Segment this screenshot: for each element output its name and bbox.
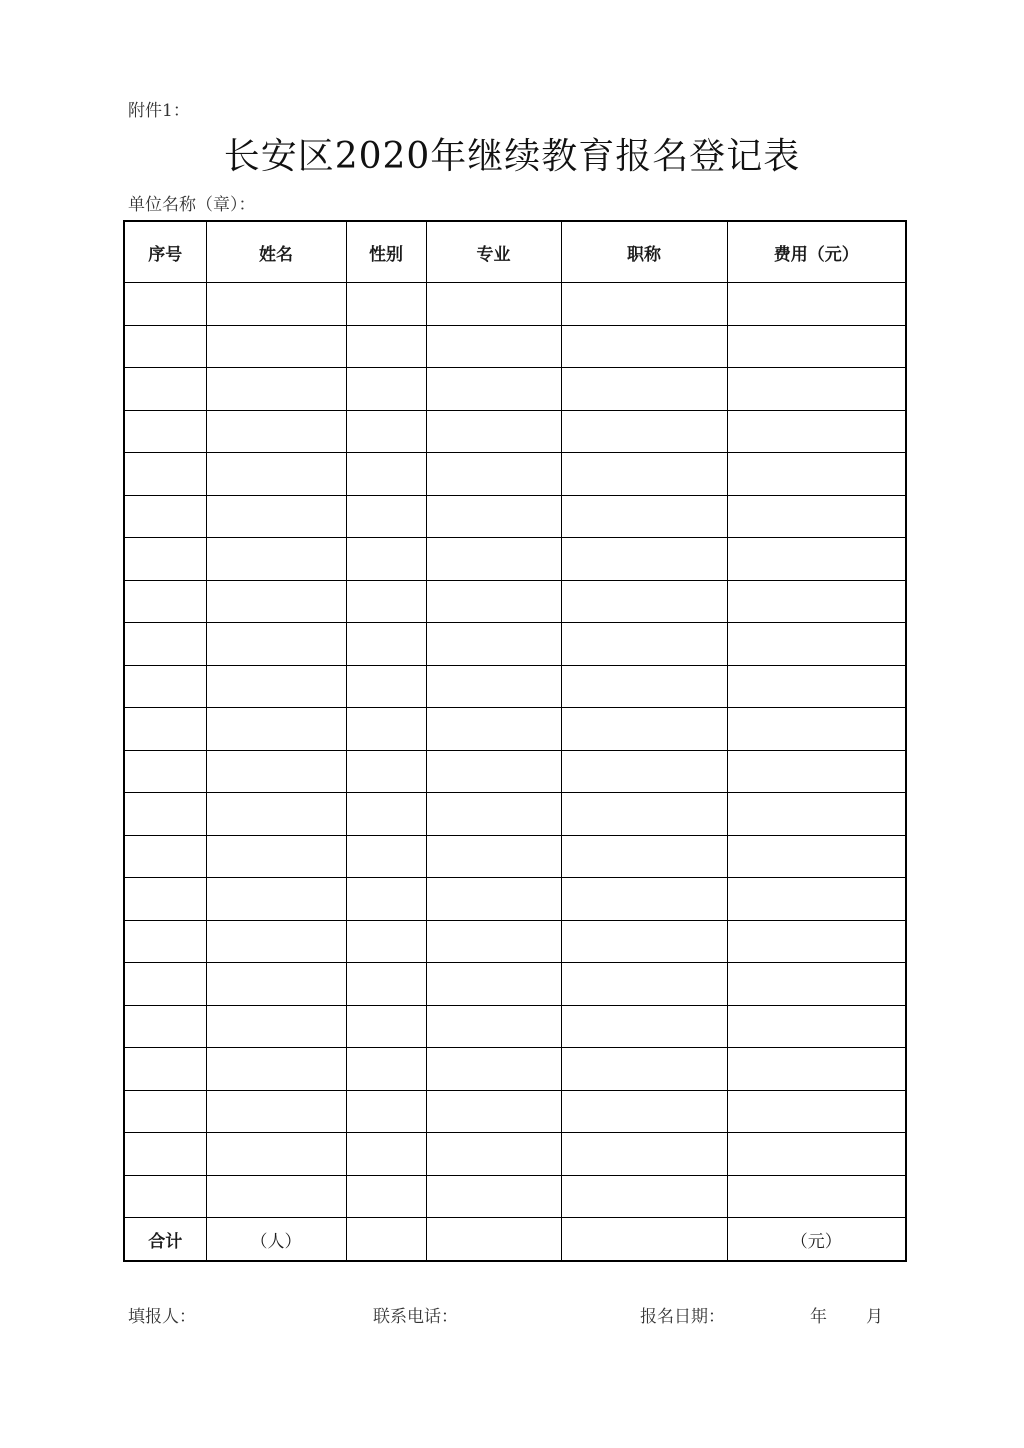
cell-name[interactable] (206, 1005, 346, 1048)
cell-serial[interactable] (124, 368, 206, 411)
phone-label: 联系电话： (373, 1307, 458, 1327)
cell-major[interactable] (426, 368, 561, 411)
cell-name[interactable] (206, 1048, 346, 1091)
table-row (124, 1005, 906, 1048)
cell-gender[interactable] (346, 538, 426, 581)
cell-fee[interactable] (727, 623, 906, 666)
cell-gender[interactable] (346, 325, 426, 368)
table-row (124, 1175, 906, 1218)
cell-name[interactable] (206, 963, 346, 1006)
cell-major[interactable] (426, 325, 561, 368)
cell-title[interactable] (561, 793, 727, 836)
cell-fee[interactable] (727, 580, 906, 623)
cell-name[interactable] (206, 1133, 346, 1176)
cell-major[interactable] (426, 835, 561, 878)
total-fee-unit[interactable]: （元） (727, 1218, 906, 1262)
cell-name[interactable] (206, 750, 346, 793)
cell-fee[interactable] (727, 878, 906, 921)
header-fee: 费用（元） (727, 221, 906, 283)
cell-gender[interactable] (346, 453, 426, 496)
cell-major[interactable] (426, 1005, 561, 1048)
cell-serial[interactable] (124, 495, 206, 538)
cell-major[interactable] (426, 793, 561, 836)
cell-fee[interactable] (727, 495, 906, 538)
cell-title[interactable] (561, 495, 727, 538)
cell-serial[interactable] (124, 920, 206, 963)
cell-name[interactable] (206, 878, 346, 921)
table-row (124, 410, 906, 453)
header-title: 职称 (561, 221, 727, 283)
cell-major[interactable] (426, 580, 561, 623)
table-header-row (124, 221, 906, 283)
table-body (124, 283, 906, 1262)
cell-serial[interactable] (124, 1005, 206, 1048)
cell-gender[interactable] (346, 495, 426, 538)
cell-gender[interactable] (346, 283, 426, 326)
cell-title[interactable] (561, 1175, 727, 1218)
header-name: 姓名 (206, 221, 346, 283)
cell-name[interactable] (206, 410, 346, 453)
cell-major[interactable] (426, 920, 561, 963)
table-row (124, 1133, 906, 1176)
total-label: 合计 (124, 1218, 206, 1262)
header-gender: 性别 (346, 221, 426, 283)
table-row (124, 368, 906, 411)
form-title: 长安区2020年继续教育报名登记表 (223, 136, 801, 177)
cell-gender[interactable] (346, 963, 426, 1006)
cell-gender[interactable] (346, 665, 426, 708)
cell-gender[interactable] (346, 623, 426, 666)
cell-fee[interactable] (727, 410, 906, 453)
cell-major[interactable] (426, 1133, 561, 1176)
cell-fee[interactable] (727, 1090, 906, 1133)
table-row (124, 878, 906, 921)
cell-fee[interactable] (727, 750, 906, 793)
cell-serial[interactable] (124, 580, 206, 623)
cell-title[interactable] (561, 368, 727, 411)
cell-gender[interactable] (346, 580, 426, 623)
cell-name[interactable] (206, 325, 346, 368)
cell-name[interactable] (206, 453, 346, 496)
cell-name[interactable] (206, 538, 346, 581)
cell-title[interactable] (561, 963, 727, 1006)
cell-name[interactable] (206, 623, 346, 666)
cell-serial[interactable] (124, 410, 206, 453)
total-gender-cell[interactable] (346, 1218, 426, 1262)
cell-serial[interactable] (124, 1048, 206, 1091)
cell-fee[interactable] (727, 325, 906, 368)
date-month-label: 月 (866, 1307, 883, 1327)
cell-fee[interactable] (727, 1048, 906, 1091)
cell-name[interactable] (206, 665, 346, 708)
cell-fee[interactable] (727, 368, 906, 411)
cell-major[interactable] (426, 538, 561, 581)
cell-name[interactable] (206, 368, 346, 411)
table-row (124, 708, 906, 751)
cell-name[interactable] (206, 283, 346, 326)
attachment-label: 附件1： (128, 101, 190, 121)
cell-major[interactable] (426, 878, 561, 921)
cell-name[interactable] (206, 793, 346, 836)
cell-gender[interactable] (346, 750, 426, 793)
cell-serial[interactable] (124, 793, 206, 836)
cell-fee[interactable] (727, 1005, 906, 1048)
cell-major[interactable] (426, 623, 561, 666)
cell-title[interactable] (561, 835, 727, 878)
table-row (124, 1090, 906, 1133)
table-row (124, 750, 906, 793)
cell-gender[interactable] (346, 1005, 426, 1048)
cell-serial[interactable] (124, 878, 206, 921)
cell-fee[interactable] (727, 708, 906, 751)
cell-serial[interactable] (124, 283, 206, 326)
filler-label: 填报人： (128, 1307, 196, 1327)
table-row (124, 538, 906, 581)
cell-name[interactable] (206, 580, 346, 623)
cell-major[interactable] (426, 495, 561, 538)
cell-fee[interactable] (727, 963, 906, 1006)
cell-major[interactable] (426, 410, 561, 453)
cell-title[interactable] (561, 665, 727, 708)
cell-serial[interactable] (124, 708, 206, 751)
total-row (124, 1218, 906, 1262)
table-row (124, 665, 906, 708)
cell-title[interactable] (561, 410, 727, 453)
cell-major[interactable] (426, 1175, 561, 1218)
cell-gender[interactable] (346, 1175, 426, 1218)
table-row (124, 793, 906, 836)
cell-name[interactable] (206, 708, 346, 751)
cell-fee[interactable] (727, 538, 906, 581)
cell-serial[interactable] (124, 835, 206, 878)
cell-serial[interactable] (124, 1090, 206, 1133)
table-row (124, 283, 906, 326)
cell-major[interactable] (426, 963, 561, 1006)
total-major-cell[interactable] (426, 1218, 561, 1262)
cell-gender[interactable] (346, 835, 426, 878)
cell-title[interactable] (561, 538, 727, 581)
cell-name[interactable] (206, 495, 346, 538)
cell-gender[interactable] (346, 708, 426, 751)
table-row (124, 1048, 906, 1091)
cell-major[interactable] (426, 750, 561, 793)
cell-gender[interactable] (346, 878, 426, 921)
cell-gender[interactable] (346, 793, 426, 836)
cell-title[interactable] (561, 920, 727, 963)
cell-serial[interactable] (124, 453, 206, 496)
cell-major[interactable] (426, 283, 561, 326)
cell-gender[interactable] (346, 1133, 426, 1176)
cell-title[interactable] (561, 1048, 727, 1091)
cell-major[interactable] (426, 1090, 561, 1133)
date-label: 报名日期： (640, 1307, 725, 1327)
cell-title[interactable] (561, 1133, 727, 1176)
cell-fee[interactable] (727, 793, 906, 836)
cell-serial[interactable] (124, 1175, 206, 1218)
table-row (124, 623, 906, 666)
cell-serial[interactable] (124, 963, 206, 1006)
cell-title[interactable] (561, 283, 727, 326)
unit-name-label: 单位名称（章）： (128, 195, 256, 215)
cell-fee[interactable] (727, 453, 906, 496)
cell-serial[interactable] (124, 325, 206, 368)
header-serial-number: 序号 (124, 221, 206, 283)
cell-major[interactable] (426, 665, 561, 708)
table-row (124, 325, 906, 368)
table-row (124, 920, 906, 963)
table-row (124, 835, 906, 878)
cell-title[interactable] (561, 325, 727, 368)
cell-name[interactable] (206, 1175, 346, 1218)
cell-name[interactable] (206, 920, 346, 963)
cell-fee[interactable] (727, 1133, 906, 1176)
cell-gender[interactable] (346, 1090, 426, 1133)
cell-title[interactable] (561, 623, 727, 666)
cell-major[interactable] (426, 708, 561, 751)
registration-table (123, 220, 907, 1262)
cell-title[interactable] (561, 878, 727, 921)
cell-fee[interactable] (727, 835, 906, 878)
date-year-label: 年 (810, 1307, 827, 1327)
cell-major[interactable] (426, 453, 561, 496)
cell-gender[interactable] (346, 368, 426, 411)
cell-serial[interactable] (124, 538, 206, 581)
cell-title[interactable] (561, 1005, 727, 1048)
cell-gender[interactable] (346, 410, 426, 453)
cell-title[interactable] (561, 453, 727, 496)
cell-fee[interactable] (727, 920, 906, 963)
cell-fee[interactable] (727, 283, 906, 326)
table-row (124, 580, 906, 623)
table-row (124, 453, 906, 496)
cell-serial[interactable] (124, 623, 206, 666)
cell-name[interactable] (206, 835, 346, 878)
cell-serial[interactable] (124, 665, 206, 708)
cell-fee[interactable] (727, 665, 906, 708)
cell-title[interactable] (561, 750, 727, 793)
cell-title[interactable] (561, 1090, 727, 1133)
table-row (124, 963, 906, 1006)
cell-name[interactable] (206, 1090, 346, 1133)
cell-gender[interactable] (346, 920, 426, 963)
total-people-unit[interactable]: （人） (206, 1218, 346, 1262)
cell-serial[interactable] (124, 1133, 206, 1176)
cell-title[interactable] (561, 580, 727, 623)
cell-major[interactable] (426, 1048, 561, 1091)
table-row (124, 495, 906, 538)
cell-fee[interactable] (727, 1175, 906, 1218)
cell-title[interactable] (561, 708, 727, 751)
cell-serial[interactable] (124, 750, 206, 793)
total-title-cell[interactable] (561, 1218, 727, 1262)
cell-gender[interactable] (346, 1048, 426, 1091)
header-major: 专业 (426, 221, 561, 283)
